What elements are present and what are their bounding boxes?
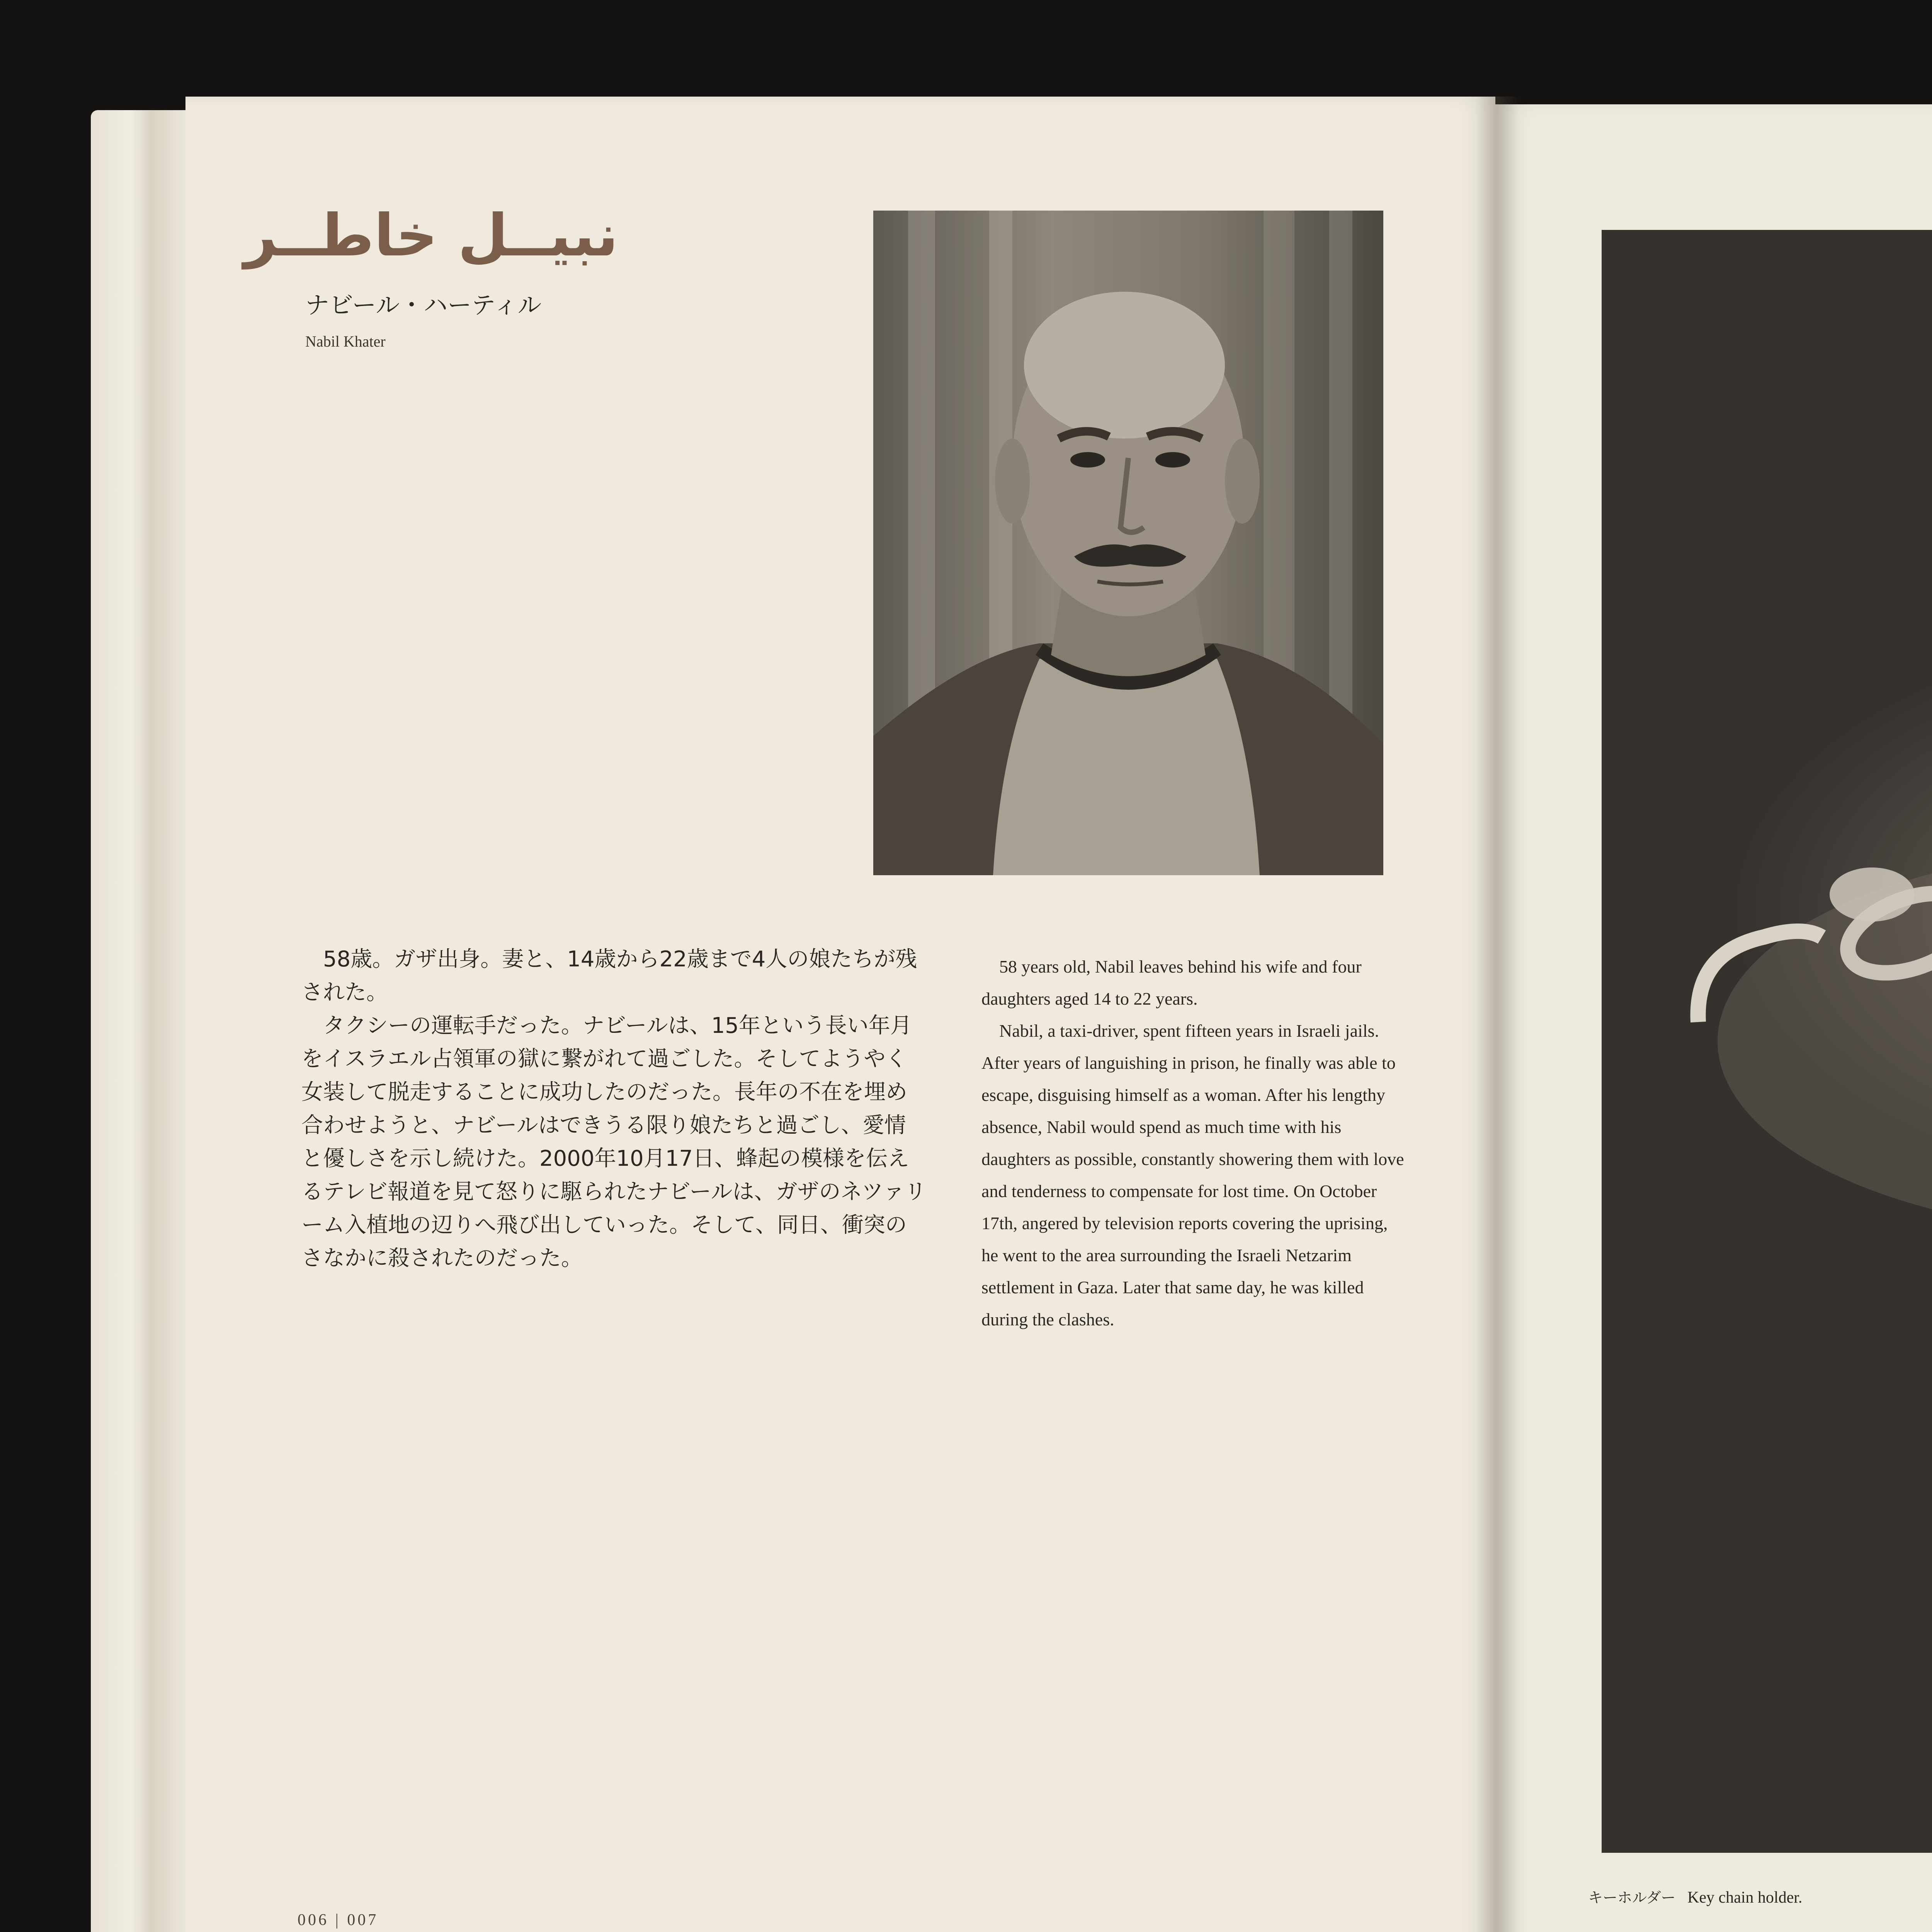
key-chain-illustration [1602,230,1932,1853]
name-arabic: نبيــل خاطــر [244,202,618,269]
body-text-english [981,951,1406,1430]
name-english: Nabil Khater [305,333,386,350]
page-stack-left-edge [91,110,191,1932]
body-en-paragraph-2: Nabil, a taxi-driver, spent fifteen years in Israeli jails. After years of languishing in prison, he finally was able to escape, disguising himself as a woman. After his lengthy absence, Nabil would spend as much time with his daughters as possible, constantly showering them with love and tenderness to compensate for lost time. On October 17th, angered by television reports covering the uprising, he went to the area surrounding the Israeli Netzarim settlement in Gaza. Later that same day, he was killed during the clashes. [981,1021,1404,1329]
body-text-japanese [301,943,927,1376]
body-jp-paragraph-2: タクシーの運転手だった。ナビールは、15年という長い年月をイスラエル占領軍の獄に繋がれて過ごした。そしてようやく女装して脱走することに成功したのだった。長年の不在を埋め合わせようと、ナビールはできうる限り娘たちと過ごし、愛情と優しさを示し続けた。2000年10月17日、蜂起の模様を伝えるテレビ報道を見て怒りに駆られたナビールは、ガザのネツァリーム入植地の辺りへ飛び出していった。そして、同日、衝突のさなかに殺されたのだった。 [301,1013,927,1271]
key-chain-photo [1602,230,1932,1853]
name-japanese: ナビール・ハーティル [305,291,542,319]
caption-japanese: キーホルダー [1588,1889,1676,1906]
photo-caption [1588,1886,1932,1909]
book-gutter [1476,97,1519,1932]
caption-english: Key chain holder. [1687,1889,1803,1906]
portrait-photo [873,211,1383,875]
body-jp-paragraph-1: 58歳。ガザ出身。妻と、14歳から22歳まで4人の娘たちが残された。 [301,947,917,1005]
portrait-illustration [873,211,1383,875]
body-en-paragraph-1: 58 years old, Nabil leaves behind his wife and four daughters aged 14 to 22 years. [981,957,1362,1009]
page-numbers: 006 | 007 [298,1911,379,1929]
